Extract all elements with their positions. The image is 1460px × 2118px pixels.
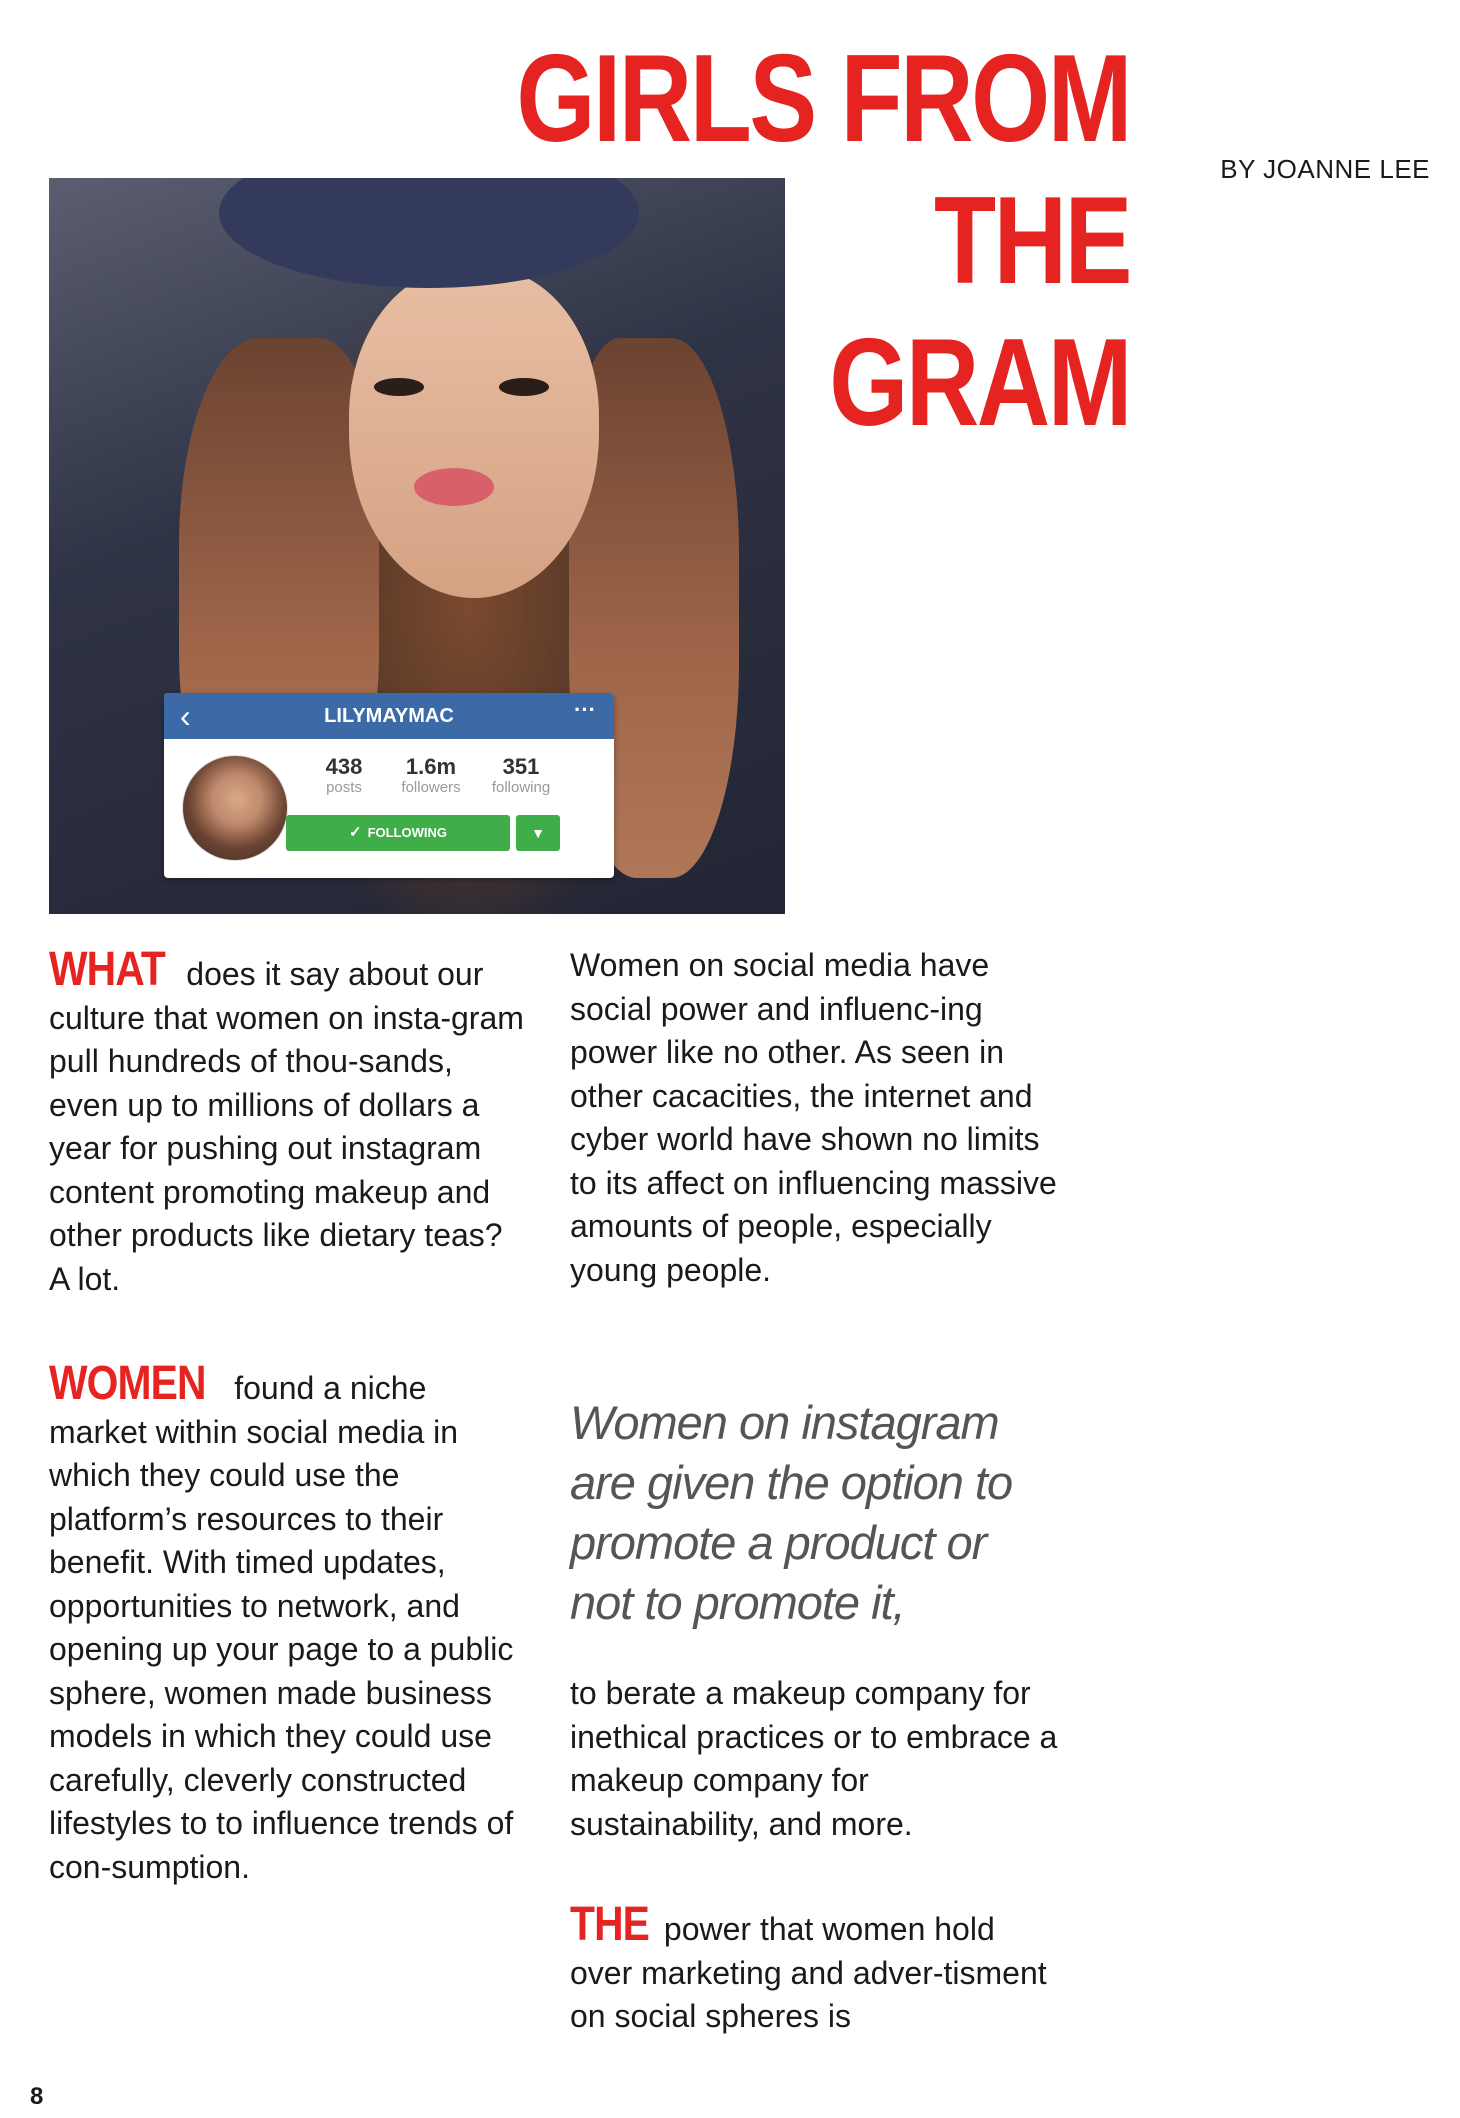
paragraph-what: [49, 943, 529, 1301]
lead-word-what: WHAT: [49, 943, 165, 996]
headline-line-1: GIRLS FROM THE: [516, 30, 1130, 310]
hero-photo: [49, 178, 785, 914]
followers-stat: [391, 755, 471, 797]
column-right-top: [570, 944, 1060, 1292]
pull-quote: Women on instagram are given the option to promote a product or not to promote it,: [570, 1396, 1013, 1629]
paragraph-social-power: Women on social media have social power and influenc-ing power like no other. As seen in other cacacities, the internet and cyber world have shown no limits to its affect on influencing massive amounts of people, especially young people.: [570, 947, 1057, 1288]
column-right-bottom: [570, 1898, 1060, 2039]
photo-cap: [219, 178, 639, 288]
following-count: 351: [502, 754, 540, 779]
page-number: 8: [30, 2083, 44, 2110]
followers-label: followers: [401, 779, 461, 796]
photo-face: [349, 268, 599, 598]
paragraph-what-text: does it say about our culture that women on insta-gram pull hundreds of thou-sands, even up to millions of dollars a year for pushing out instagram content promoting makeup and other products like dietary teas? A lot.: [49, 956, 524, 1297]
column-left-top: [49, 943, 529, 1301]
more-options-icon[interactable]: ···: [574, 697, 596, 722]
follow-dropdown-button[interactable]: [516, 815, 560, 851]
lead-word-women: WOMEN: [49, 1357, 206, 1410]
photo-eye-left: [374, 378, 424, 396]
following-button-label: FOLLOWING: [367, 825, 447, 840]
byline: BY JOANNE LEE: [1220, 154, 1430, 184]
posts-stat: [304, 755, 384, 797]
profile-username: LILYMAYMAC: [324, 705, 454, 727]
paragraph-the-power: [570, 1898, 1060, 2039]
paragraph-women-text: found a niche market within social media in which they could use the platform’s resources to their benefit. With timed updates, opportunities to network, and opening up your page to a public sphere, women made business models in which they could use carefully, cleverly constructed lifestyles to to influence trends of con-sumption.: [49, 1370, 514, 1885]
back-chevron-icon[interactable]: ‹: [180, 698, 191, 734]
paragraph-berate: to berate a makeup company for inethical practices or to embrace a makeup company for sustainability, and more.: [570, 1675, 1058, 1842]
chevron-down-icon: ▼: [531, 825, 545, 841]
column-left-bottom: [49, 1357, 529, 1889]
posts-count: 438: [325, 754, 363, 779]
profile-header-bar: [164, 693, 614, 739]
posts-label: posts: [326, 779, 362, 796]
column-right-middle: [570, 1672, 1060, 1846]
lead-word-the: THE: [570, 1898, 650, 1951]
instagram-profile-card: [164, 693, 614, 878]
followers-count: 1.6m: [405, 754, 457, 779]
headline-line-2: GRAM: [829, 314, 1130, 452]
avatar: [182, 755, 288, 861]
check-icon: ✓: [348, 824, 362, 841]
following-stat: [481, 755, 561, 797]
paragraph-the-power-text: power that women hold over marketing and adver-tisment on social spheres is: [570, 1911, 1047, 2034]
following-label: following: [491, 779, 551, 796]
photo-eye-right: [499, 378, 549, 396]
paragraph-women: [49, 1357, 529, 1889]
following-button[interactable]: [286, 815, 510, 851]
photo-lips: [414, 468, 494, 506]
